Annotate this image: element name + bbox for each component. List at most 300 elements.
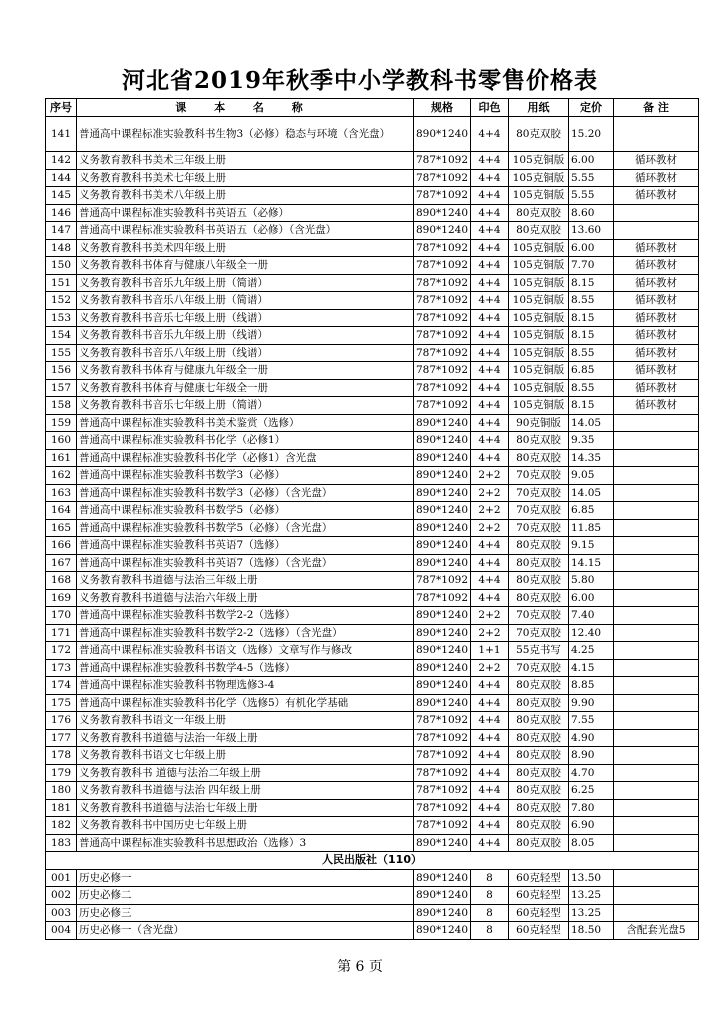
price-table — [45, 98, 699, 940]
cell-name: 义务教育教科书语文七年级上册 — [77, 747, 414, 765]
cell-paper: 105克铜版 — [509, 152, 569, 170]
table-row — [46, 537, 699, 555]
header-price: 定价 — [569, 99, 614, 117]
cell-no: 173 — [46, 659, 77, 677]
cell-spec: 787*1092 — [414, 782, 471, 800]
cell-price: 9.05 — [569, 467, 614, 485]
cell-no: 154 — [46, 327, 77, 345]
table-row — [46, 904, 699, 922]
cell-note: 循环教材 — [614, 309, 699, 327]
cell-note — [614, 554, 699, 572]
cell-note — [614, 834, 699, 852]
cell-name: 义务教育教科书道德与法治一年级上册 — [77, 729, 414, 747]
cell-color: 2+2 — [471, 607, 509, 625]
cell-spec: 890*1240 — [414, 502, 471, 520]
cell-color: 4+4 — [471, 397, 509, 415]
cell-spec: 890*1240 — [414, 642, 471, 660]
cell-no: 174 — [46, 677, 77, 695]
cell-color: 4+4 — [471, 117, 509, 152]
cell-spec: 890*1240 — [414, 624, 471, 642]
cell-no: 169 — [46, 589, 77, 607]
cell-name: 义务教育教科书道德与法治六年级上册 — [77, 589, 414, 607]
cell-no: 178 — [46, 747, 77, 765]
cell-name: 普通高中课程标准实验教科书英语7（选修） — [77, 537, 414, 555]
cell-paper: 105克铜版 — [509, 292, 569, 310]
table-row — [46, 327, 699, 345]
cell-price: 5.55 — [569, 187, 614, 205]
cell-price: 8.15 — [569, 309, 614, 327]
table-row — [46, 239, 699, 257]
cell-paper: 105克铜版 — [509, 274, 569, 292]
cell-note — [614, 519, 699, 537]
cell-color: 2+2 — [471, 659, 509, 677]
cell-paper: 105克铜版 — [509, 187, 569, 205]
cell-name: 义务教育教科书音乐八年级上册（线谱） — [77, 344, 414, 362]
cell-name: 义务教育教科书音乐七年级上册（简谱） — [77, 397, 414, 415]
cell-name: 普通高中课程标准实验教科书化学（选修5）有机化学基础 — [77, 694, 414, 712]
cell-name: 义务教育教科书音乐九年级上册（线谱） — [77, 327, 414, 345]
cell-price: 8.15 — [569, 397, 614, 415]
cell-spec: 890*1240 — [414, 449, 471, 467]
cell-price: 8.85 — [569, 677, 614, 695]
table-row — [46, 694, 699, 712]
cell-note — [614, 484, 699, 502]
cell-price: 13.25 — [569, 887, 614, 905]
cell-color: 4+4 — [471, 712, 509, 730]
cell-price: 5.55 — [569, 169, 614, 187]
cell-name: 义务教育教科书道德与法治 四年级上册 — [77, 782, 414, 800]
cell-price: 5.80 — [569, 572, 614, 590]
table-row — [46, 747, 699, 765]
cell-color: 8 — [471, 904, 509, 922]
cell-spec: 890*1240 — [414, 677, 471, 695]
cell-name: 义务教育教科书体育与健康七年级全一册 — [77, 379, 414, 397]
cell-paper: 105克铜版 — [509, 362, 569, 380]
cell-paper: 70克双胶 — [509, 502, 569, 520]
header-no: 序号 — [46, 99, 77, 117]
cell-color: 4+4 — [471, 554, 509, 572]
cell-color: 2+2 — [471, 624, 509, 642]
cell-spec: 890*1240 — [414, 869, 471, 887]
cell-color: 4+4 — [471, 257, 509, 275]
cell-price: 14.05 — [569, 484, 614, 502]
cell-note — [614, 904, 699, 922]
cell-no: 177 — [46, 729, 77, 747]
table-row — [46, 152, 699, 170]
cell-price: 13.60 — [569, 222, 614, 240]
cell-name: 义务教育教科书音乐八年级上册（简谱） — [77, 292, 414, 310]
cell-price: 8.90 — [569, 747, 614, 765]
cell-no: 004 — [46, 922, 77, 940]
table-row — [46, 204, 699, 222]
table-header-row — [46, 99, 699, 117]
page-number: 第 6 页 — [337, 959, 383, 975]
cell-no: 175 — [46, 694, 77, 712]
header-name: 课 本 名 称 — [77, 99, 414, 117]
cell-name: 普通高中课程标准实验教科书数学5（必修） — [77, 502, 414, 520]
cell-paper: 80克双胶 — [509, 572, 569, 590]
cell-price: 15.20 — [569, 117, 614, 152]
cell-price: 14.35 — [569, 449, 614, 467]
cell-color: 4+4 — [471, 187, 509, 205]
table-row — [46, 712, 699, 730]
cell-note — [614, 414, 699, 432]
cell-name: 普通高中课程标准实验教科书化学（必修1） — [77, 432, 414, 450]
cell-no: 164 — [46, 502, 77, 520]
cell-paper: 80克双胶 — [509, 432, 569, 450]
cell-no: 141 — [46, 117, 77, 152]
table-row — [46, 379, 699, 397]
cell-color: 4+4 — [471, 537, 509, 555]
table-row — [46, 449, 699, 467]
cell-price: 6.85 — [569, 502, 614, 520]
cell-spec: 787*1092 — [414, 327, 471, 345]
cell-spec: 890*1240 — [414, 834, 471, 852]
cell-color: 4+4 — [471, 729, 509, 747]
cell-price: 8.55 — [569, 379, 614, 397]
cell-name: 普通高中课程标准实验教科书语文（选修）文章写作与修改 — [77, 642, 414, 660]
cell-price: 6.90 — [569, 817, 614, 835]
cell-paper: 105克铜版 — [509, 379, 569, 397]
cell-name: 历史必修三 — [77, 904, 414, 922]
table-row — [46, 642, 699, 660]
cell-note — [614, 607, 699, 625]
cell-note: 循环教材 — [614, 379, 699, 397]
cell-price: 4.25 — [569, 642, 614, 660]
cell-no: 001 — [46, 869, 77, 887]
cell-paper: 70克双胶 — [509, 519, 569, 537]
cell-name: 义务教育教科书美术七年级上册 — [77, 169, 414, 187]
cell-color: 8 — [471, 922, 509, 940]
cell-paper: 80克双胶 — [509, 222, 569, 240]
cell-note: 循环教材 — [614, 344, 699, 362]
cell-spec: 890*1240 — [414, 467, 471, 485]
cell-color: 8 — [471, 869, 509, 887]
table-row — [46, 572, 699, 590]
cell-spec: 890*1240 — [414, 117, 471, 152]
cell-no: 159 — [46, 414, 77, 432]
cell-note: 循环教材 — [614, 327, 699, 345]
cell-paper: 80克双胶 — [509, 694, 569, 712]
cell-no: 156 — [46, 362, 77, 380]
cell-price: 8.05 — [569, 834, 614, 852]
cell-note — [614, 537, 699, 555]
cell-paper: 60克轻型 — [509, 869, 569, 887]
cell-spec: 890*1240 — [414, 887, 471, 905]
cell-price: 18.50 — [569, 922, 614, 940]
cell-paper: 70克双胶 — [509, 467, 569, 485]
cell-color: 4+4 — [471, 239, 509, 257]
cell-note — [614, 467, 699, 485]
cell-name: 义务教育教科书道德与法治三年级上册 — [77, 572, 414, 590]
table-row — [46, 519, 699, 537]
cell-no: 002 — [46, 887, 77, 905]
cell-no: 150 — [46, 257, 77, 275]
cell-no: 167 — [46, 554, 77, 572]
table-row — [46, 782, 699, 800]
cell-color: 4+4 — [471, 747, 509, 765]
cell-price: 8.55 — [569, 292, 614, 310]
cell-color: 8 — [471, 887, 509, 905]
cell-color: 4+4 — [471, 379, 509, 397]
cell-spec: 787*1092 — [414, 729, 471, 747]
cell-name: 义务教育教科书道德与法治七年级上册 — [77, 799, 414, 817]
cell-no: 165 — [46, 519, 77, 537]
cell-paper: 80克双胶 — [509, 677, 569, 695]
cell-spec: 787*1092 — [414, 344, 471, 362]
cell-paper: 80克双胶 — [509, 817, 569, 835]
cell-paper: 60克轻型 — [509, 887, 569, 905]
cell-paper: 80克双胶 — [509, 537, 569, 555]
table-row — [46, 922, 699, 940]
cell-spec: 890*1240 — [414, 222, 471, 240]
table-row — [46, 169, 699, 187]
cell-color: 2+2 — [471, 502, 509, 520]
cell-paper: 80克双胶 — [509, 204, 569, 222]
cell-spec: 787*1092 — [414, 817, 471, 835]
cell-spec: 787*1092 — [414, 379, 471, 397]
table-row — [46, 344, 699, 362]
header-paper: 用纸 — [509, 99, 569, 117]
section-title: 人民出版社（110） — [46, 852, 699, 870]
table-row — [46, 187, 699, 205]
table-row — [46, 869, 699, 887]
cell-no: 151 — [46, 274, 77, 292]
cell-no: 142 — [46, 152, 77, 170]
table-row — [46, 624, 699, 642]
table-row — [46, 589, 699, 607]
cell-name: 普通高中课程标准实验教科书数学3（必修）（含光盘） — [77, 484, 414, 502]
cell-name: 义务教育教科书音乐九年级上册（简谱） — [77, 274, 414, 292]
cell-name: 普通高中课程标准实验教科书生物3（必修）稳态与环境（含光盘） — [77, 117, 414, 152]
cell-spec: 787*1092 — [414, 764, 471, 782]
cell-price: 13.25 — [569, 904, 614, 922]
cell-note — [614, 677, 699, 695]
cell-no: 148 — [46, 239, 77, 257]
cell-color: 2+2 — [471, 467, 509, 485]
cell-name: 普通高中课程标准实验教科书美术鉴赏（选修） — [77, 414, 414, 432]
table-row — [46, 817, 699, 835]
cell-no: 160 — [46, 432, 77, 450]
table-row — [46, 484, 699, 502]
cell-paper: 70克双胶 — [509, 659, 569, 677]
cell-price: 12.40 — [569, 624, 614, 642]
cell-paper: 105克铜版 — [509, 309, 569, 327]
cell-name: 普通高中课程标准实验教科书英语五（必修）（含光盘） — [77, 222, 414, 240]
cell-no: 158 — [46, 397, 77, 415]
section-row — [46, 852, 699, 870]
cell-price: 7.55 — [569, 712, 614, 730]
cell-note: 循环教材 — [614, 362, 699, 380]
cell-spec: 890*1240 — [414, 607, 471, 625]
cell-note: 循环教材 — [614, 169, 699, 187]
cell-note — [614, 659, 699, 677]
cell-color: 4+4 — [471, 449, 509, 467]
cell-note: 循环教材 — [614, 397, 699, 415]
cell-price: 4.70 — [569, 764, 614, 782]
cell-note — [614, 887, 699, 905]
cell-name: 普通高中课程标准实验教科书数学3（必修） — [77, 467, 414, 485]
cell-note: 循环教材 — [614, 257, 699, 275]
cell-note — [614, 589, 699, 607]
cell-color: 4+4 — [471, 327, 509, 345]
cell-color: 4+4 — [471, 589, 509, 607]
cell-spec: 890*1240 — [414, 432, 471, 450]
cell-price: 7.40 — [569, 607, 614, 625]
cell-color: 4+4 — [471, 432, 509, 450]
cell-no: 179 — [46, 764, 77, 782]
page-title: 河北省2019年秋季中小学教科书零售价格表 — [121, 67, 598, 94]
cell-no: 145 — [46, 187, 77, 205]
cell-note: 循环教材 — [614, 274, 699, 292]
cell-color: 4+4 — [471, 309, 509, 327]
table-row — [46, 117, 699, 152]
cell-spec: 787*1092 — [414, 309, 471, 327]
cell-no: 183 — [46, 834, 77, 852]
cell-spec: 890*1240 — [414, 904, 471, 922]
cell-note: 含配套光盘5 — [614, 922, 699, 940]
cell-color: 2+2 — [471, 519, 509, 537]
cell-price: 7.70 — [569, 257, 614, 275]
cell-paper: 105克铜版 — [509, 397, 569, 415]
cell-spec: 787*1092 — [414, 799, 471, 817]
cell-no: 181 — [46, 799, 77, 817]
cell-no: 180 — [46, 782, 77, 800]
cell-name: 义务教育教科书中国历史七年级上册 — [77, 817, 414, 835]
cell-no: 162 — [46, 467, 77, 485]
cell-no: 168 — [46, 572, 77, 590]
cell-no: 163 — [46, 484, 77, 502]
cell-paper: 55克书写 — [509, 642, 569, 660]
cell-spec: 787*1092 — [414, 274, 471, 292]
cell-spec: 787*1092 — [414, 239, 471, 257]
cell-color: 4+4 — [471, 799, 509, 817]
table-row — [46, 799, 699, 817]
cell-price: 6.85 — [569, 362, 614, 380]
cell-color: 4+4 — [471, 834, 509, 852]
cell-price: 8.55 — [569, 344, 614, 362]
cell-no: 161 — [46, 449, 77, 467]
cell-name: 义务教育教科书音乐七年级上册（线谱） — [77, 309, 414, 327]
cell-spec: 787*1092 — [414, 747, 471, 765]
cell-spec: 787*1092 — [414, 169, 471, 187]
cell-spec: 890*1240 — [414, 537, 471, 555]
cell-paper: 60克轻型 — [509, 922, 569, 940]
cell-paper: 80克双胶 — [509, 554, 569, 572]
table-row — [46, 397, 699, 415]
cell-price: 9.90 — [569, 694, 614, 712]
cell-color: 4+4 — [471, 274, 509, 292]
cell-no: 157 — [46, 379, 77, 397]
cell-color: 4+4 — [471, 344, 509, 362]
cell-price: 9.15 — [569, 537, 614, 555]
cell-name: 义务教育教科书语文一年级上册 — [77, 712, 414, 730]
cell-price: 4.90 — [569, 729, 614, 747]
cell-note: 循环教材 — [614, 152, 699, 170]
cell-note — [614, 624, 699, 642]
cell-note — [614, 117, 699, 152]
cell-spec: 787*1092 — [414, 152, 471, 170]
cell-paper: 105克铜版 — [509, 327, 569, 345]
cell-paper: 105克铜版 — [509, 257, 569, 275]
cell-note — [614, 449, 699, 467]
table-row — [46, 257, 699, 275]
cell-spec: 787*1092 — [414, 397, 471, 415]
cell-paper: 80克双胶 — [509, 799, 569, 817]
cell-note: 循环教材 — [614, 292, 699, 310]
cell-no: 152 — [46, 292, 77, 310]
cell-no: 170 — [46, 607, 77, 625]
cell-paper: 80克双胶 — [509, 712, 569, 730]
cell-name: 普通高中课程标准实验教科书英语7（选修）（含光盘） — [77, 554, 414, 572]
cell-color: 4+4 — [471, 414, 509, 432]
table-row — [46, 467, 699, 485]
cell-color: 4+4 — [471, 764, 509, 782]
cell-name: 普通高中课程标准实验教科书数学2-2（选修） — [77, 607, 414, 625]
cell-note — [614, 204, 699, 222]
cell-note — [614, 694, 699, 712]
cell-name: 普通高中课程标准实验教科书英语五（必修） — [77, 204, 414, 222]
cell-spec: 890*1240 — [414, 694, 471, 712]
cell-note — [614, 764, 699, 782]
cell-spec: 890*1240 — [414, 922, 471, 940]
cell-name: 普通高中课程标准实验教科书物理选修3-4 — [77, 677, 414, 695]
cell-spec: 787*1092 — [414, 589, 471, 607]
cell-paper: 105克铜版 — [509, 239, 569, 257]
cell-note — [614, 817, 699, 835]
cell-spec: 787*1092 — [414, 187, 471, 205]
cell-no: 147 — [46, 222, 77, 240]
cell-note — [614, 642, 699, 660]
cell-name: 普通高中课程标准实验教科书数学2-2（选修）（含光盘） — [77, 624, 414, 642]
table-row — [46, 309, 699, 327]
cell-name: 义务教育教科书体育与健康八年级全一册 — [77, 257, 414, 275]
cell-color: 4+4 — [471, 222, 509, 240]
cell-spec: 787*1092 — [414, 572, 471, 590]
cell-paper: 80克双胶 — [509, 747, 569, 765]
cell-name: 义务教育教科书 道德与法治二年级上册 — [77, 764, 414, 782]
cell-color: 4+4 — [471, 817, 509, 835]
table-row — [46, 362, 699, 380]
cell-color: 1+1 — [471, 642, 509, 660]
cell-name: 义务教育教科书美术八年级上册 — [77, 187, 414, 205]
table-row — [46, 887, 699, 905]
cell-paper: 80克双胶 — [509, 782, 569, 800]
cell-name: 普通高中课程标准实验教科书数学4-5（选修） — [77, 659, 414, 677]
cell-no: 146 — [46, 204, 77, 222]
header-color: 印色 — [471, 99, 509, 117]
cell-spec: 787*1092 — [414, 362, 471, 380]
cell-price: 13.50 — [569, 869, 614, 887]
cell-price: 7.80 — [569, 799, 614, 817]
cell-price: 8.15 — [569, 274, 614, 292]
cell-no: 144 — [46, 169, 77, 187]
cell-no: 182 — [46, 817, 77, 835]
cell-price: 4.15 — [569, 659, 614, 677]
cell-paper: 105克铜版 — [509, 169, 569, 187]
cell-price: 14.05 — [569, 414, 614, 432]
cell-paper: 80克双胶 — [509, 764, 569, 782]
cell-note — [614, 782, 699, 800]
cell-price: 14.15 — [569, 554, 614, 572]
table-row — [46, 554, 699, 572]
cell-name: 历史必修一（含光盘） — [77, 922, 414, 940]
table-row — [46, 659, 699, 677]
cell-note — [614, 729, 699, 747]
cell-spec: 890*1240 — [414, 204, 471, 222]
cell-color: 4+4 — [471, 572, 509, 590]
cell-color: 4+4 — [471, 362, 509, 380]
